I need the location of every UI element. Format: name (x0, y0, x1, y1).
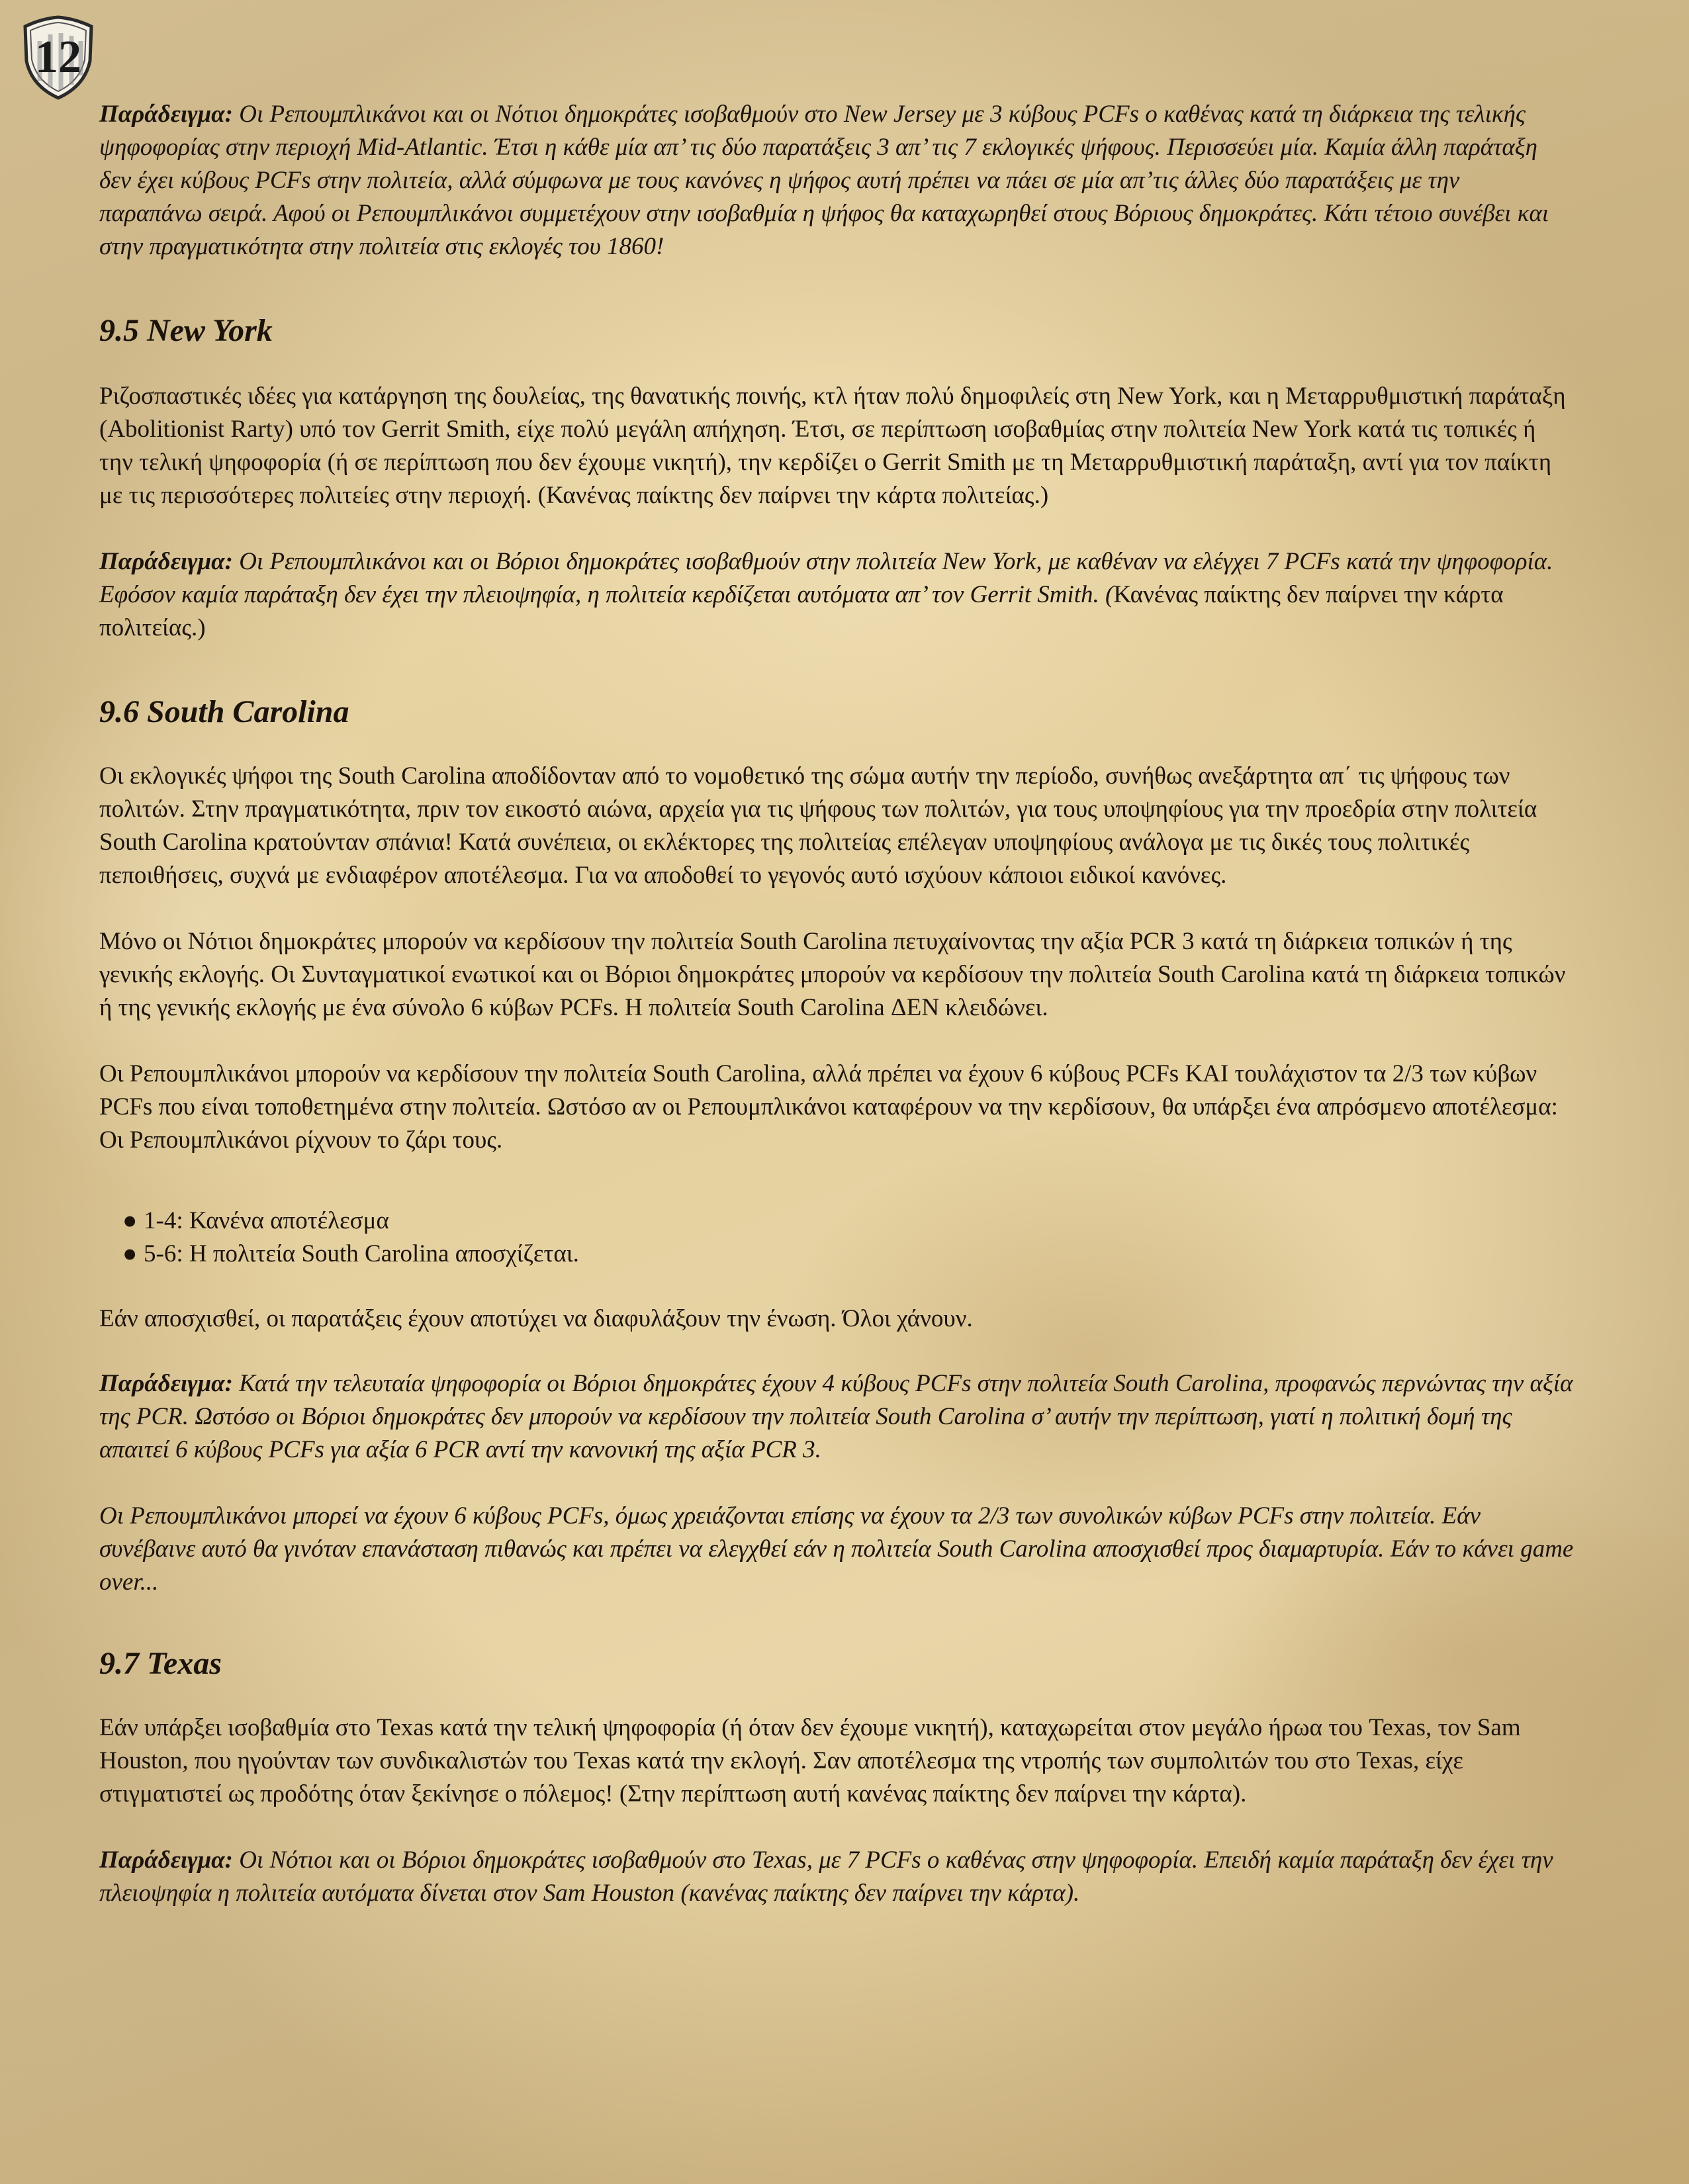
page-number: 12 (35, 32, 81, 83)
texas-example (99, 1844, 1575, 1910)
page-content (99, 98, 1575, 1910)
example-label: Παράδειγμα: (99, 548, 233, 575)
section-paragraph: Εάν υπάρξει ισοβαθμία στο Texas κατά την τελική ψηφοφορία (ή όταν δεν έχουμε νικητή), καταχωρείται στον μεγάλο ήρωα του Texas, τον Sam Houston, που ηγούνταν των συνδικαλιστών του Texas κατά την εκλογή. Σαν αποτέλεσμα της ντροπής των συμπολιτών του στο Texas, είχε στιγματιστεί ως προδότης όταν ξεκίνησε ο πόλεμος! (Στην περίπτωση αυτή κανένας παίκτης δεν παίρνει την κάρτα). (99, 1714, 1521, 1807)
example-tail: Κανένας παίκτης δεν παίρνει την κάρτα πολιτείας.) (99, 581, 1504, 641)
example-text: Κατά την τελευταία ψηφοφορία οι Βόριοι δημοκράτες έχουν 4 κύβους PCFs στην πολιτεία South Carolina, προφανώς περνώντας την αξία της PCR. Ωστόσο οι Βόριοι δημοκράτες δεν μπορούν να κερδίσουν την πολιτεία South Carolina σ’ αυτήν την περίπτωση, γιατί η πολιτική δομή της απαιτεί 6 κύβους PCFs για αξία 6 PCR αντί την κανονική της αξία PCR 3. (99, 1370, 1573, 1463)
south-carolina-example-continued: Οι Ρεπουμπλικάνοι μπορεί να έχουν 6 κύβους PCFs, όμως χρειάζονται επίσης να έχουν τα 2/3 των συνολικών κύβων PCFs στην πολιτεία. Εάν συνέβαινε αυτό θα γινόταν επανάσταση πιθανώς και πρέπει να ελεγχθεί εάν η πολιτεία South Carolina αποσχισθεί προς διαμαρτυρία. Εάν το κάνει game over... (99, 1502, 1574, 1596)
example-text: Οι Ρεπουμπλικάνοι και οι Βόριοι δημοκράτες ισοβαθμούν στην πολιτεία New York, με καθέναν να ελέγχει 7 PCFs κατά την ψηφοφορία. Εφόσον καμία παράταξη δεν έχει την πλειοψηφία, η πολιτεία κερδίζεται αυτόματα απ’ τον Gerrit Smith. ( (99, 548, 1553, 608)
new-york-example (99, 545, 1575, 645)
section-paragraph: Εάν αποσχισθεί, οι παρατάξεις έχουν αποτύχει να διαφυλάξουν την ένωση. Όλοι χάνουν. (99, 1305, 973, 1332)
example-label: Παράδειγμα: (99, 1370, 233, 1397)
example-text: Οι Νότιοι και οι Βόριοι δημοκράτες ισοβαθμούν στο Texas, με 7 PCFs ο καθένας στην ψηφοφορία. Επειδή καμία παράταξη δεν έχει την πλειοψηφία η πολιτεία αυτόματα δίνεται στον Sam Houston (κανένας παίκτης δεν παίρνει την κάρτα). (99, 1846, 1553, 1907)
south-carolina-example (99, 1367, 1575, 1467)
example-label: Παράδειγμα: (99, 101, 233, 128)
example-text: Οι Ρεπουμπλικάνοι και οι Νότιοι δημοκράτες ισοβαθμούν στο New Jersey με 3 κύβους PCFs ο καθένας κατά τη διάρκεια της τελικής ψηφοφορίας στην περιοχή Mid-Atlantic. Έτσι η κάθε μία απ’ τις δύο παρατάξεις 3 απ’ τις 7 εκλογικές ψήφους. Περισσεύει μία. Καμία άλλη παράταξη δεν έχει κύβους PCFs στην πολιτεία, αλλά σύμφωνα με τους κανόνες η ψήφος αυτή πρέπει να πάει σε μία απ’τις άλλες δύο παρατάξεις με την παραπάνω σειρά. Αφού οι Ρεπουμπλικάνοι συμμετέχουν στην ισοβαθμία η ψήφος θα καταχωρηθεί στους Βόριους δημοκράτες. Κάτι τέτοιο συνέβει και στην πραγματικότητα στην πολιτεία στις εκλογές του 1860! (99, 101, 1549, 260)
list-item: ● 5-6: Η πολιτεία South Carolina αποσχίζεται. (122, 1240, 579, 1267)
intro-example (99, 98, 1555, 263)
outcome-list (99, 1205, 1575, 1271)
section-paragraph: Μόνο οι Νότιοι δημοκράτες μπορούν να κερδίσουν την πολιτεία South Carolina πετυχαίνοντας την αξία PCR 3 κατά τη διάρκεια τοπικών ή της γενικής εκλογής. Οι Συνταγματικοί ενωτικοί και οι Βόριοι δημοκράτες μπορούν να κερδίσουν την πολιτεία South Carolina κατά τη διάρκεια τοπικών ή της γενικής εκλογής με ένα σύνολο 6 κύβων PCFs. Η πολιτεία South Carolina ΔΕΝ κλειδώνει. (99, 928, 1566, 1021)
section-heading-new-york: 9.5 New York (99, 313, 273, 348)
section-heading-texas: 9.7 Texas (99, 1646, 222, 1681)
example-label: Παράδειγμα: (99, 1846, 233, 1874)
section-paragraph: Ριζοσπαστικές ιδέες για κατάργηση της δουλείας, της θανατικής ποινής, κτλ ήταν πολύ δημοφιλείς στη New York, και η Μεταρρυθμιστική παράταξη (Abolitionist Rarty) υπό τον Gerrit Smith, είχε πολύ μεγάλη απήχηση. Έτσι, σε περίπτωση ισοβαθμίας στην πολιτεία New York κατά τις τοπικές ή την τελική ψηφοφορία (ή σε περίπτωση που δεν έχουμε νικητή), την κερδίζει ο Gerrit Smith με τη Μεταρρυθμιστική παράταξη, αντί για τον παίκτη με τις περισσότερες πολιτείες στην περιοχή. (Κανένας παίκτης δεν παίρνει την κάρτα πολιτείας.) (99, 383, 1566, 509)
section-paragraph: Οι Ρεπουμπλικάνοι μπορούν να κερδίσουν την πολιτεία South Carolina, αλλά πρέπει να έχουν 6 κύβους PCFs ΚΑΙ τουλάχιστον τα 2/3 των κύβων PCFs που είναι τοποθετημένα στην πολιτεία. Ωστόσο αν οι Ρεπουμπλικάνοι καταφέρουν να την κερδίσουν, θα υπάρξει ένα απρόσμενο αποτέλεσμα: Οι Ρεπουμπλικάνοι ρίχνουν το ζάρι τους. (99, 1060, 1558, 1154)
section-heading-south-carolina: 9.6 South Carolina (99, 694, 349, 729)
list-item: ● 1-4: Κανένα αποτέλεσμα (122, 1207, 389, 1234)
section-paragraph: Οι εκλογικές ψήφοι της South Carolina αποδίδονταν από το νομοθετικό της σώμα αυτήν την περίοδο, συνήθως ανεξάρτητα απ΄ τις ψήφους των πολιτών. Στην πραγματικότητα, πριν τον εικοστό αιώνα, αρχεία για τις ψήφους των πολιτών, για τους υποψηφίους για την προεδρία στην πολιτεία South Carolina κρατούνταν σπάνια! Κατά συνέπεια, οι εκλέκτορες της πολιτείας επέλεγαν υποψηφίους ανάλογα με τις δικές τους πολιτικές πεποιθήσεις, συχνά με ενδιαφέρον αποτέλεσμα. Για να αποδοθεί το γεγονός αυτό ισχύουν κάποιοι ειδικοί κανόνες. (99, 762, 1537, 889)
